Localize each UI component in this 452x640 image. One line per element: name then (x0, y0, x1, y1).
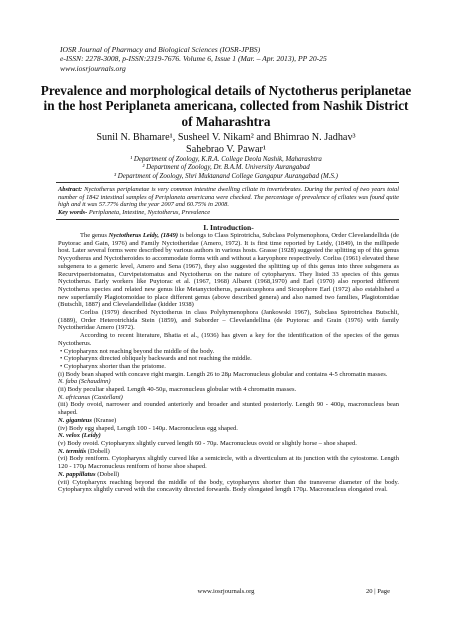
species-name (58, 448, 399, 456)
keywords-text: Periplaneta, Intestine, Nyctotherus, Prevalence (87, 208, 211, 216)
journal-name: IOSR Journal of Pharmacy and Biological Sciences (IOSR-JPBS) (60, 45, 261, 54)
abstract-top-rule (56, 182, 399, 183)
key-entry: (vi) Body reniform. Cytopharynx slightly curved like a semicircle, with a diverticulum at its junction with the cytostome. Length 120 - 170μ Macronucleus reniform of horse shoe shaped. (58, 455, 399, 471)
section-heading: I. Introduction- (203, 223, 254, 232)
page-number: 20 | Page (366, 588, 391, 595)
species-name: N. faba (Schaudinn) (58, 378, 111, 386)
key-entry: (vii) Cytopharynx reaching beyond the middle of the body, cytopharynx shorter than the transverse diameter of the body. Cytopharynx slightly curved with the concavity directed forwards. Body elongated length 170μ. Macronucleus elongated oval. (58, 478, 399, 494)
authors-line-2: Sahebrao V. Pawar¹ (186, 144, 266, 155)
affiliation-1: ¹ Department of Zoology, K.R.A. College Deola Nashik, Maharashtra (130, 156, 322, 163)
genus-name: Nyctotherus Leidy, (1849) (108, 232, 179, 239)
species-name (58, 471, 399, 479)
key-paragraph: According to recent literature, Bhatia et al., (1936) has given a key for the identification of the species of the genus Nyctotherus. (58, 332, 399, 347)
keywords-label: Key words- (58, 208, 88, 216)
species-name-bold: N. pappillatus (58, 470, 96, 478)
bullet-list (58, 348, 399, 371)
intro-lead: The genus (80, 232, 109, 239)
key-entry: (v) Body ovoid. Cytopharynx slightly curved length 60 - 70μ. Macronucleus ovoid or slightly horse – shoe shaped. (58, 439, 357, 447)
species-key (58, 371, 399, 494)
species-author: (Kranse) (91, 416, 117, 424)
intro-body: is belongs to Class Spirotricha, Subclass Polymenophora, Order Clevelandellida (de Puytorac and Gain, 1976) and Family Nyctotheridae (Amero, 1972). It is first time reported by Leidy, (1849), in the millipede host. Later several forms were described by various authors in various hosts. Grasse (1928) suggested the splitting up of this genus Nycyotherus and Nyctotheroides to accommodate forms with and without a karyophore respectively. Corliss (1961) elevated these subgenera to a generic level, Amero and Sena (1967), they also suggested the splitting up of this genus into three subgenera as Recurvipseristomatus, Curvipeistomatus and Nyctotherus on the nature of cytopharynx. They listed 33 species of this genus Nyctotherus. Early workers like Puytorac et al. (1967, 1968) Albaret (1968,1970) and Earl (1970) also reported different Nyctotherus species and related new genus like Metanyctotherus, parasicuophora and Sicuophore Earl (1972) also established a new superfamily Plagiotomoidae to place different genus (above described genera) and also named two families, Plagiotomidae (Butschli, 1887) and Clevelandellidae (kidder 1938) (58, 232, 399, 309)
species-author: (Dobell) (86, 447, 110, 455)
journal-site[interactable]: www.iosrjournals.org (60, 63, 126, 73)
affiliations (40, 156, 412, 181)
key-entry: (iv) Body egg shaped, Length 100 - 140μ. Macronucleus egg shaped. (58, 424, 238, 432)
species-name-bold: N. velox (Leidy) (58, 432, 101, 440)
journal-header (60, 45, 327, 73)
body-text (58, 232, 399, 494)
species-name: N. africanus (Castellani) (58, 393, 123, 401)
affiliation-3: ³ Department of Zoology, Shri Muktanand College Gangapur Aurangabad (M.S.) (114, 172, 338, 180)
bullet-item: • Cytopharynx not reaching beyond the middle of the body. (60, 347, 215, 355)
footer-url[interactable]: www.iosrjournals.org (197, 588, 255, 595)
key-entry: (iii) Body ovoid, narrower and rounded anteriorly and broader and stunted posteriorly. Length 90 - 400μ, macronucleus bean shaped. (58, 401, 399, 417)
abstract-bottom-rule (56, 219, 399, 220)
species-author: (Dobell) (95, 470, 120, 478)
species-name-bold: N. termitis (58, 447, 87, 455)
species-name (58, 432, 399, 440)
author-list (40, 132, 412, 156)
species-name-bold: N. giganteus (58, 416, 92, 424)
abstract-block (58, 186, 399, 216)
intro-paragraph (58, 232, 399, 309)
classification-paragraph: Corliss (1979) described Nyctotherus in class Polyhymenophora (Jankowski 1967), Subclass Spirotrichea Butschli, (1889), Order Heterotrichida Stein (1859), and Suborder – Clevelandellina (de Puytorac and Grain (1976) with family Nyctotheridae Amero (1972). (58, 309, 399, 332)
abstract-label: Abstract: (58, 186, 83, 193)
species-name (58, 417, 399, 425)
authors-line-1: Sunil N. Bhamare¹, Susheel V. Nikam² and Bhimrao N. Jadhav³ (96, 132, 356, 143)
journal-issn: e-ISSN: 2278-3008, p-ISSN:2319-7676. Volume 6, Issue 1 (Mar. – Apr. 2013), PP 20-25 (60, 54, 327, 64)
abstract-text: Nyctotherus periplanetae is very common intestine dwelling ciliate in invertebrates. During the period of two years total number of 1842 intestinal samples of Periplaneta americana were checked. The percentage of prevalence of ciliates was found quite high and it was 57.77% during the year 2007 and 60.75% in 2008. (58, 186, 399, 209)
bullet-item: • Cytopharynx directed obliquely backwards and not reaching the middle. (60, 355, 252, 363)
affiliation-2: ² Department of Zoology, Dr. B.A.M. University Aurangabad (142, 164, 310, 172)
key-entry: (i) Body bean shaped with concave right margin. Length 26 to 28μ Macronucleus globular and contains 4-5 chromatin masses. (58, 370, 388, 378)
key-entry: (ii) Body peculiar shaped. Length 40-50μ, macronucleus globular with 4 chromatin masses. (58, 386, 297, 394)
paper-title (40, 83, 412, 129)
bullet-item: • Cytopharynx shorter than the pristome. (60, 362, 166, 370)
title-line-2: in the host Periplaneta americana, collected from Nashik District (43, 98, 409, 114)
title-line-1: Prevalence and morphological details of Nyctotherus periplanetae (40, 83, 412, 98)
title-line-3: of Maharashtra (181, 113, 271, 129)
